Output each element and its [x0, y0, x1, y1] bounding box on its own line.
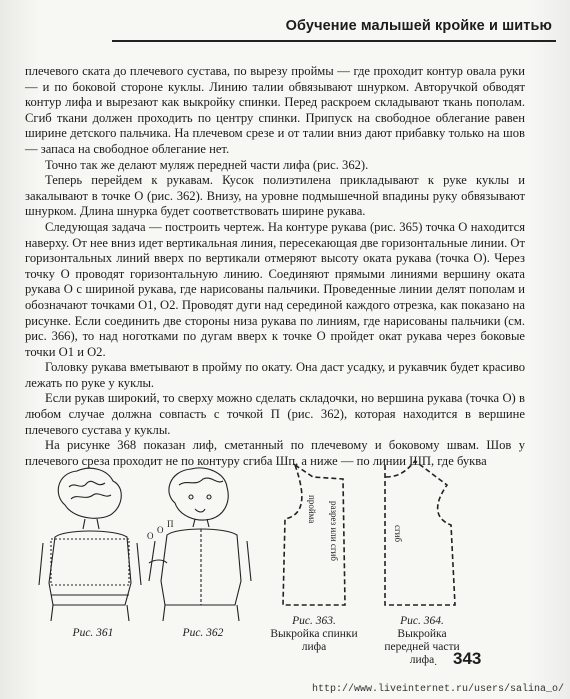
paragraph: Головку рукава вметывают в пройму по окату. Она даст усадку, и рукавчик будет красиво лежать по руке у куклы.: [25, 360, 525, 390]
page-dot: ·: [434, 660, 438, 671]
caption-364: Рис. 364. Выкройка передней части лифа: [384, 615, 460, 666]
watermark-url: http://www.liveinternet.ru/users/salina_o/: [312, 684, 565, 695]
paragraph: Следующая задача — построить чертеж. На контуре рукава (рис. 365) точка О находится наверху. От нее вниз идет вертикальная линия, пересекающая две горизонтальные линии. От горизонтальных линий вверх по вертикали отмеряют высоту оката рукава (точка О). Через точку О проводят горизонтальную линию. Соединяют прямыми линиями вершину оката рукава О с шириной рукава, где нарисованы пальчики. Проведенные линии делят пополам и обозначают точками О1, О2. Проводят дуги над серединой каждого отрезка, как показано на рисунке. Если соединить две стороны низа рукава по линиям, где нарисованы пальчики (см. рис. 366), то над ноготками по дугам вверх к точке О пройдет окат рукава через боковые точки О1 и О2.: [25, 219, 525, 359]
paragraph: Если рукав широкий, то сверху можно сделать складочки, но вершина рукава (точка О) в любом случае должна совпасть с точкой П (рис. 362), которая находится в вершине плечевого сустава у куклы.: [25, 391, 525, 437]
figure-362-doll-front: [147, 465, 257, 625]
figure-361-doll-back: [35, 465, 145, 625]
paragraph: Теперь перейдем к рукавам. Кусок полиэтилена прикладывают к руке куклы и закалывают в точке О (рис. 362). Внизу, на уровне подмышечной впадины руку обвязывают шнурком. Длина шнурка будет соответствовать ширине рукава.: [25, 173, 525, 219]
caption-362: Рис. 362: [182, 627, 224, 639]
label-proyma: пройма: [307, 495, 317, 524]
figure-363-back-pattern: [273, 455, 363, 615]
label-o1: O: [147, 531, 154, 541]
label-sgib: сгиб: [393, 525, 403, 543]
paragraph: Точно так же делают муляж передней части лифа (рис. 362).: [45, 157, 369, 172]
header-rule: [112, 40, 556, 42]
body-text: [25, 64, 525, 469]
running-header: Обучение малышей кройке и шитью: [285, 18, 552, 34]
label-p: П: [167, 519, 174, 529]
caption-361: Рис. 361: [72, 627, 114, 639]
paragraph: На рисунке 368 показан лиф, сметанный по плечевому и боковому швам. Шов у плечевого среза проходит не по контуру сгиба Шп, а ниже — по линии ШП, где буква: [25, 438, 525, 468]
caption-363: Рис. 363. Выкройка спинки лифа: [270, 615, 358, 653]
figure-364-front-pattern: [375, 455, 475, 615]
page-number: 343: [453, 649, 482, 668]
label-o2: O: [157, 525, 164, 535]
label-razrez: разрез или сгиб: [329, 501, 339, 561]
paragraph: плечевого ската до плечевого сустава, по вырезу проймы — где проходит контур овала руки — и по боковой стороне куклы. Линию талии обвязывают шнурком. Авторучкой обводят контур лифа и вырезают как выкройку спинки. Перед раскроем складывают ткань пополам. Сгиб ткани должен проходить по центру спинки. Припуск на свободное облегание равен ширине детского пальчика. На плечевом срезе и от талии вниз дают прибавку только на шов — запаса на свободное облегание нет.: [25, 64, 525, 156]
